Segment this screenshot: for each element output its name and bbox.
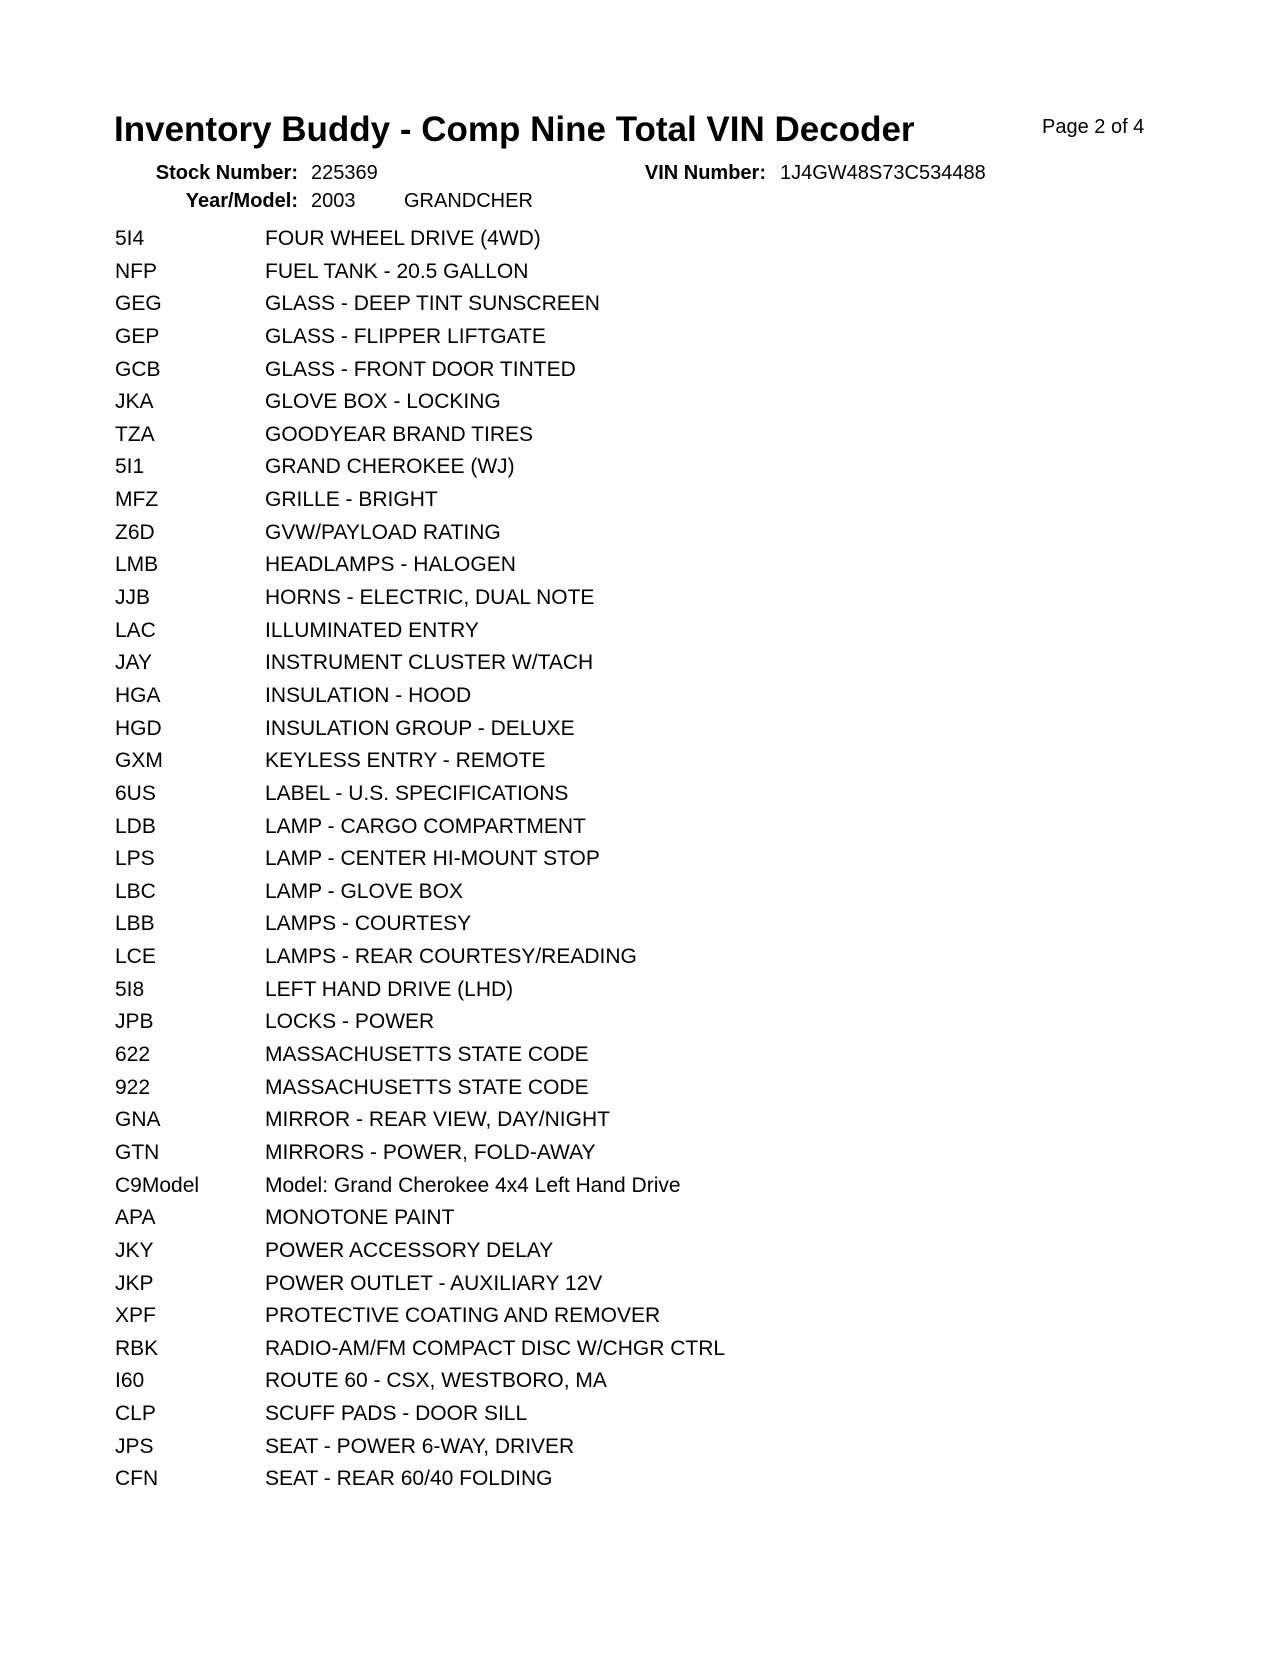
option-description: MIRRORS - POWER, FOLD-AWAY [265, 1140, 596, 1164]
option-code-row [115, 1368, 1015, 1401]
option-code: JKP [115, 1271, 154, 1295]
option-code-row [115, 1238, 1015, 1271]
option-description: SCUFF PADS - DOOR SILL [265, 1402, 528, 1426]
option-code: HGD [115, 716, 162, 740]
option-description: POWER OUTLET - AUXILIARY 12V [265, 1271, 603, 1295]
option-code: 5I4 [115, 227, 145, 250]
option-description: MASSACHUSETTS STATE CODE [265, 1043, 589, 1067]
vin-number-label: VIN Number: [644, 162, 766, 184]
option-code: APA [115, 1206, 156, 1230]
option-description: HEADLAMPS - HALOGEN [265, 553, 516, 577]
option-code: JPB [115, 1010, 154, 1034]
option-code: 5I1 [115, 455, 145, 479]
option-code-row [115, 324, 1015, 357]
option-code-row [115, 259, 1015, 292]
option-code-row [115, 846, 1015, 879]
option-description: GRAND CHEROKEE (WJ) [265, 455, 515, 479]
option-description: INSULATION GROUP - DELUXE [265, 716, 575, 740]
option-description: GLOVE BOX - LOCKING [265, 390, 501, 414]
option-code-row [115, 977, 1015, 1010]
option-description: GOODYEAR BRAND TIRES [265, 422, 533, 446]
option-code-row [115, 618, 1015, 651]
option-code-row [115, 226, 1015, 259]
option-description: POWER ACCESSORY DELAY [265, 1238, 554, 1262]
option-code-row [115, 1205, 1015, 1238]
option-description: MASSACHUSETTS STATE CODE [265, 1075, 589, 1099]
option-description: RADIO-AM/FM COMPACT DISC W/CHGR CTRL [265, 1336, 726, 1360]
option-code: LMB [115, 553, 159, 577]
option-code: 922 [115, 1075, 151, 1099]
option-description: GLASS - DEEP TINT SUNSCREEN [265, 292, 600, 316]
option-code: JKY [115, 1238, 154, 1262]
option-description: GLASS - FRONT DOOR TINTED [265, 357, 576, 381]
option-description: GLASS - FLIPPER LIFTGATE [265, 324, 546, 348]
option-code-row [115, 357, 1015, 390]
option-description: HORNS - ELECTRIC, DUAL NOTE [265, 586, 595, 610]
option-code: C9Model [115, 1173, 200, 1197]
option-code-row [115, 552, 1015, 585]
option-code: GNA [115, 1108, 161, 1132]
option-description: MIRROR - REAR VIEW, DAY/NIGHT [265, 1108, 610, 1132]
option-description: INSTRUMENT CLUSTER W/TACH [265, 651, 594, 675]
stock-number-value: 225369 [311, 162, 378, 184]
option-description: LAMP - CARGO COMPARTMENT [265, 814, 586, 838]
option-code-row [115, 814, 1015, 847]
option-code: LAC [115, 618, 156, 642]
option-code: 5I8 [115, 977, 145, 1001]
option-code: JJB [115, 586, 151, 610]
option-description: INSULATION - HOOD [265, 683, 472, 707]
option-code: GTN [115, 1140, 160, 1164]
option-code: LBC [115, 879, 156, 903]
option-code-row [115, 1042, 1015, 1075]
option-code-row [115, 879, 1015, 912]
option-code: JKA [115, 390, 154, 414]
option-description: SEAT - POWER 6-WAY, DRIVER [265, 1434, 575, 1458]
option-code-row [115, 683, 1015, 716]
option-description: LAMPS - REAR COURTESY/READING [265, 945, 637, 969]
option-code-row [115, 1434, 1015, 1467]
option-description: GVW/PAYLOAD RATING [265, 520, 501, 544]
option-code: Z6D [115, 520, 155, 544]
option-code-row [115, 291, 1015, 324]
option-description: LOCKS - POWER [265, 1010, 435, 1034]
year-model-label: Year/Model: [185, 190, 298, 212]
option-code-row [115, 585, 1015, 618]
option-code-row [115, 1271, 1015, 1304]
option-code-row [115, 1009, 1015, 1042]
option-description: LAMPS - COURTESY [265, 912, 472, 936]
option-code-row [115, 1075, 1015, 1108]
option-description: LABEL - U.S. SPECIFICATIONS [265, 781, 569, 805]
option-description: LAMP - CENTER HI-MOUNT STOP [265, 847, 600, 871]
stock-number-label: Stock Number: [155, 162, 298, 184]
option-code-row [115, 716, 1015, 749]
option-description: FOUR WHEEL DRIVE (4WD) [265, 227, 541, 250]
option-code: JPS [115, 1434, 154, 1458]
option-code-row [115, 1336, 1015, 1369]
option-description: SEAT - REAR 60/40 FOLDING [265, 1467, 553, 1491]
option-code: RBK [115, 1336, 159, 1360]
option-code: NFP [115, 259, 157, 283]
option-description: MONOTONE PAINT [265, 1206, 455, 1230]
option-code-row [115, 1303, 1015, 1336]
option-code: HGA [115, 683, 161, 707]
option-code-row [115, 487, 1015, 520]
option-description: ROUTE 60 - CSX, WESTBORO, MA [265, 1369, 607, 1393]
option-code: JAY [115, 651, 152, 675]
option-code: 622 [115, 1043, 151, 1067]
page-title: Inventory Buddy - Comp Nine Total VIN Decoder [114, 110, 915, 149]
option-code: CLP [115, 1402, 156, 1426]
option-code-list [115, 226, 1015, 1499]
option-code: GXM [115, 749, 163, 773]
option-description: KEYLESS ENTRY - REMOTE [265, 749, 546, 773]
option-description: FUEL TANK - 20.5 GALLON [265, 259, 529, 283]
model-value: GRANDCHER [404, 190, 533, 212]
year-value: 2003 [311, 190, 356, 212]
option-description: LAMP - GLOVE BOX [265, 879, 464, 903]
option-code-row [115, 911, 1015, 944]
option-code-row [115, 520, 1015, 553]
option-code: 6US [115, 781, 156, 805]
option-code: TZA [115, 422, 155, 446]
option-code: GEP [115, 324, 160, 348]
option-description: ILLUMINATED ENTRY [265, 618, 479, 642]
option-code-row [115, 944, 1015, 977]
option-code: GCB [115, 357, 161, 381]
page-number: Page 2 of 4 [1042, 116, 1145, 138]
option-code-row [115, 748, 1015, 781]
option-description: Model: Grand Cherokee 4x4 Left Hand Drive [265, 1173, 681, 1197]
option-code: LBB [115, 912, 155, 936]
option-code: CFN [115, 1467, 159, 1491]
option-code-row [115, 1466, 1015, 1499]
option-code: LDB [115, 814, 156, 838]
option-code: I60 [115, 1369, 145, 1393]
option-code-row [115, 650, 1015, 683]
option-code-row [115, 1107, 1015, 1140]
option-code-row [115, 422, 1015, 455]
option-code-row [115, 1140, 1015, 1173]
option-description: PROTECTIVE COATING AND REMOVER [265, 1304, 661, 1328]
option-code-row [115, 1401, 1015, 1434]
vin-number-value: 1J4GW48S73C534488 [780, 162, 986, 184]
option-code: LPS [115, 847, 155, 871]
option-code-row [115, 389, 1015, 422]
option-code-row [115, 781, 1015, 814]
option-code-row [115, 454, 1015, 487]
option-code: XPF [115, 1304, 156, 1328]
option-description: LEFT HAND DRIVE (LHD) [265, 977, 514, 1001]
option-code: MFZ [115, 488, 159, 512]
option-code-row [115, 1173, 1015, 1206]
option-code: GEG [115, 292, 162, 316]
option-description: GRILLE - BRIGHT [265, 488, 438, 512]
option-code: LCE [115, 945, 156, 969]
